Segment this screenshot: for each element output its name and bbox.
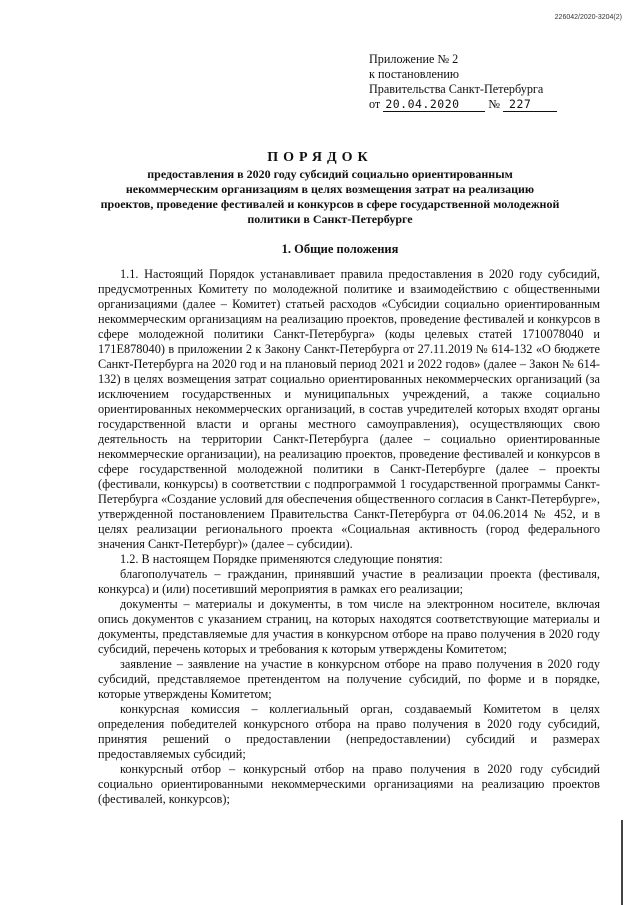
number-label: № [488,97,500,111]
appendix-line-1: Приложение № 2 [369,52,459,66]
appendix-date-line [369,97,619,112]
resolution-number: 227 [503,98,557,112]
appendix-line-2: к постановлению [369,67,460,81]
document-body [98,267,600,807]
scan-artifact [621,820,623,905]
document-id: 226042/2020-3204(2) [554,14,622,21]
document-subtitle: предоставления в 2020 году субсидий социально ориентированным некоммерческим организациям в целях возмещения затрат на реализацию проектов, проведение фестивалей и конкурсов в сфере государственной молодежной политики в Санкт-Петербурге [100,167,560,226]
paragraph-1-2: 1.2. В настоящем Порядке применяются следующие понятия: [120,552,443,566]
definition-selection: конкурсный отбор – конкурсный отбор на право получения в 2020 году субсидий социально ориентированными некоммерческими организациями на реализацию проектов (фестивалей, конкурсов); [98,762,600,806]
definition-commission: конкурсная комиссия – коллегиальный орган, создаваемый Комитетом в целях определения победителей конкурсного отбора на право получения в 2020 году субсидий, принятия решений о предоставлении (непредоставлении) субсидий и размерах предоставляемых субсидий; [98,702,600,761]
document-title: ПОРЯДОК [267,150,373,165]
definition-beneficiary: благополучатель – гражданин, принявший участие в реализации проекта (фестиваля, конкурса) и (или) посетивший мероприятия в рамках его реализации; [98,567,600,596]
appendix-block [369,52,619,112]
paragraph-1-1: 1.1. Настоящий Порядок устанавливает правила предоставления в 2020 году субсидий, предусмотренных Комитету по молодежной политике и взаимодействию с общественными организациями (далее – Комитет) статьей расходов «Субсидии социально ориентированным некоммерческим организациям на реализацию проектов, проведение фестивалей и конкурсов в сфере молодежной политики Санкт-Петербурга» (коды целевых статей 1710078040 и 171Е878040) в приложении 2 к Закону Санкт-Петербурга от 27.11.2019 № 614-132 «О бюджете Санкт-Петербурга на 2020 год и на плановый период 2021 и 2022 годов» (далее – Закон № 614-132) в целях возмещения затрат социально ориентированных некоммерческих организаций (за исключением государственных и муниципальных учреждений, а также социально ориентированных некоммерческих организаций, в состав учредителей которых входят органы государственной власти и органы местного самоуправления), осуществляющих свою деятельность на территории Санкт-Петербурга (далее – социально ориентированные некоммерческие организации), на реализацию проектов, проведение фестивалей и конкурсов в сфере государственной молодежной политики в Санкт-Петербурге (далее – проекты (фестивали, конкурсы) в соответствии с подпрограммой 1 государственной программы Санкт-Петербурга «Создание условий для обеспечения общественного согласия в Санкт-Петербурге», утвержденной постановлением Правительства Санкт-Петербурга от 04.06.2014 № 452, и в целях реализации регионального проекта «Социальная активность (город федерального значения Санкт-Петербург)» (далее – субсидии). [98,267,600,551]
definition-application: заявление – заявление на участие в конкурсном отборе на право получения в 2020 году субсидий, представляемое претендентом на получение субсидий, по форме и в порядке, которые утверждены Комитетом; [98,657,600,701]
resolution-date: 20.04.2020 [383,98,485,112]
definition-documents: документы – материалы и документы, в том числе на электронном носителе, включая опись документов с указанием страниц, на которых находятся соответствующие материалы и документы, представляемые для участия в конкурсном отборе на право получения в 2020 году субсидий, перечень которых и требования к которым утверждены Комитетом; [98,597,600,656]
appendix-line-3: Правительства Санкт-Петербурга [369,82,544,96]
section-heading: 1. Общие положения [281,242,399,256]
date-prefix: от [369,97,381,111]
